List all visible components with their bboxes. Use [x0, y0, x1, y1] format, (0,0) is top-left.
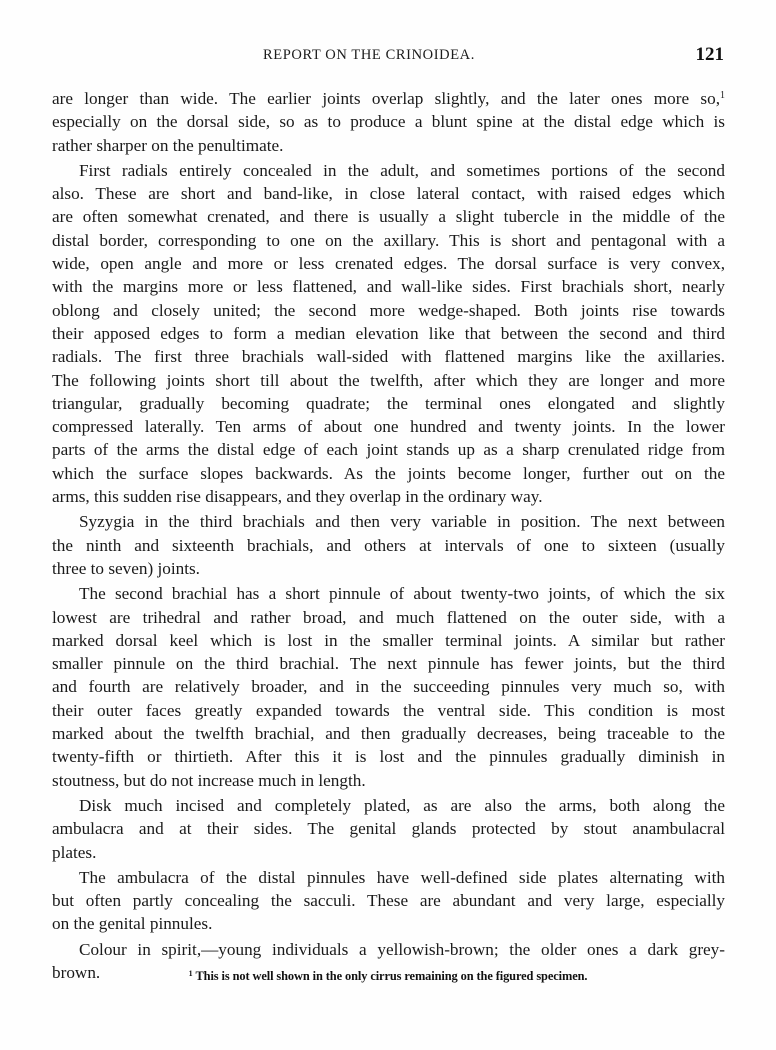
text-line	[52, 275, 725, 298]
line-text: Syzygia in the third brachials and then very variable in position. The next between	[79, 512, 725, 532]
line-text: stoutness, but do not increase much in length.	[52, 770, 366, 790]
text-line	[52, 205, 725, 228]
text-line	[52, 510, 725, 533]
line-text: which the surface slopes backwards. As the joints become longer, further out on the	[52, 463, 725, 483]
paragraph	[52, 510, 725, 580]
line-text: rather sharper on the penultimate.	[52, 135, 284, 155]
paragraph	[52, 794, 725, 864]
footnote	[0, 969, 776, 984]
text-line	[52, 722, 725, 745]
text-line	[52, 322, 725, 345]
line-text: ambulacra and at their sides. The genital glands protected by stout anambulacral	[52, 819, 725, 839]
line-text: and fourth are relatively broader, and in the succeeding pinnules very much so, with	[52, 677, 725, 697]
line-text: three to seven) joints.	[52, 558, 200, 578]
line-text: marked about the twelfth brachial, and then gradually decreases, being traceable to the	[52, 724, 725, 744]
text-line	[52, 652, 725, 675]
line-text: triangular, gradually becoming quadrate; the terminal ones elongated and slightly	[52, 393, 725, 413]
text-line	[52, 87, 725, 110]
line-text: lowest are trihedral and rather broad, and much flattened on the outer side, with a	[52, 607, 725, 627]
line-text: their outer faces greatly expanded towards the ventral side. This condition is most	[52, 700, 725, 720]
text-line	[52, 134, 725, 157]
text-line	[52, 912, 725, 935]
paragraph	[52, 866, 725, 936]
text-line	[52, 462, 725, 485]
line-text: compressed laterally. Ten arms of about one hundred and twenty joints. In the lower	[52, 417, 725, 437]
text-line	[52, 675, 725, 698]
running-title: REPORT ON THE CRINOIDEA.	[263, 47, 475, 63]
paragraph	[52, 159, 725, 508]
line-text: also. These are short and band-like, in close lateral contact, with raised edges which	[52, 184, 725, 204]
line-text: are often somewhat crenated, and there is usually a slight tubercle in the middle of the	[52, 207, 725, 227]
page-number: 121	[695, 44, 724, 65]
footnote-mark: 1	[188, 969, 193, 978]
text-line	[52, 438, 725, 461]
text-line	[52, 817, 725, 840]
text-line	[52, 345, 725, 368]
line-text: their apposed edges to form a median elevation like that between the second and third	[52, 323, 725, 343]
line-text: First radials entirely concealed in the adult, and sometimes portions of the second	[79, 160, 725, 180]
text-line	[52, 582, 725, 605]
text-line	[52, 841, 725, 864]
text-line	[52, 794, 725, 817]
text-line	[52, 938, 725, 961]
line-text: Disk much incised and completely plated, as are also the arms, both along the	[79, 795, 725, 815]
line-text: but often partly concealing the sacculi. These are abundant and very large, especially	[52, 891, 725, 911]
line-text: plates.	[52, 842, 97, 862]
line-text: Colour in spirit,—young individuals a yellowish-brown; the older ones a dark grey-	[79, 939, 725, 959]
text-line	[52, 252, 725, 275]
line-text: wide, open angle and more or less crenated edges. The dorsal surface is very convex,	[52, 254, 725, 274]
text-line	[52, 606, 725, 629]
line-text: smaller pinnule on the third brachial. The next pinnule has fewer joints, but the third	[52, 654, 725, 674]
line-text: radials. The first three brachials wall-sided with flattened margins like the axillaries.	[52, 347, 725, 367]
footnote-text: This is not well shown in the only cirrus remaining on the figured specimen.	[195, 969, 588, 983]
line-text: with the margins more or less flattened, and wall-like sides. First brachials short, nearly	[52, 277, 725, 297]
text-line	[52, 745, 725, 768]
text-line	[52, 110, 725, 133]
line-text: marked dorsal keel which is lost in the smaller terminal joints. A similar but rather	[52, 630, 725, 650]
paragraph	[52, 582, 725, 792]
line-text: twenty-fifth or thirtieth. After this it is lost and the pinnules gradually diminish in	[52, 747, 725, 767]
text-line	[52, 557, 725, 580]
line-text: oblong and closely united; the second more wedge-shaped. Both joints rise towards	[52, 300, 725, 320]
text-line	[52, 889, 725, 912]
text-line	[52, 229, 725, 252]
text-line	[52, 769, 725, 792]
text-line	[52, 866, 725, 889]
line-text: especially on the dorsal side, so as to produce a blunt spine at the distal edge which is	[52, 112, 725, 132]
text-line	[52, 629, 725, 652]
line-text: are longer than wide. The earlier joints overlap slightly, and the later ones more so,	[52, 89, 720, 108]
line-text: The ambulacra of the distal pinnules have well-defined side plates alternating with	[79, 867, 725, 887]
line-text: on the genital pinnules.	[52, 914, 213, 934]
text-line	[52, 299, 725, 322]
running-header	[0, 44, 776, 68]
text-line	[52, 699, 725, 722]
text-line	[52, 534, 725, 557]
text-line	[52, 369, 725, 392]
line-text: The following joints short till about the twelfth, after which they are longer and more	[52, 370, 725, 390]
body-text	[52, 87, 725, 986]
line-text: The second brachial has a short pinnule of about twenty-two joints, of which the six	[79, 584, 725, 604]
line-text: distal border, corresponding to one on the axillary. This is short and pentagonal with a	[52, 230, 725, 250]
text-line	[52, 485, 725, 508]
footnote-reference: 1	[720, 90, 725, 101]
line-text: brown.	[52, 962, 101, 982]
text-line	[52, 159, 725, 182]
line-text: the ninth and sixteenth brachials, and others at intervals of one to sixteen (usually	[52, 535, 725, 555]
line-text: arms, this sudden rise disappears, and they overlap in the ordinary way.	[52, 487, 543, 507]
text-line	[52, 182, 725, 205]
text-line	[52, 392, 725, 415]
text-line	[52, 415, 725, 438]
paragraph	[52, 87, 725, 157]
line-text: parts of the arms the distal edge of each joint stands up as a sharp crenulated ridge from	[52, 440, 725, 460]
